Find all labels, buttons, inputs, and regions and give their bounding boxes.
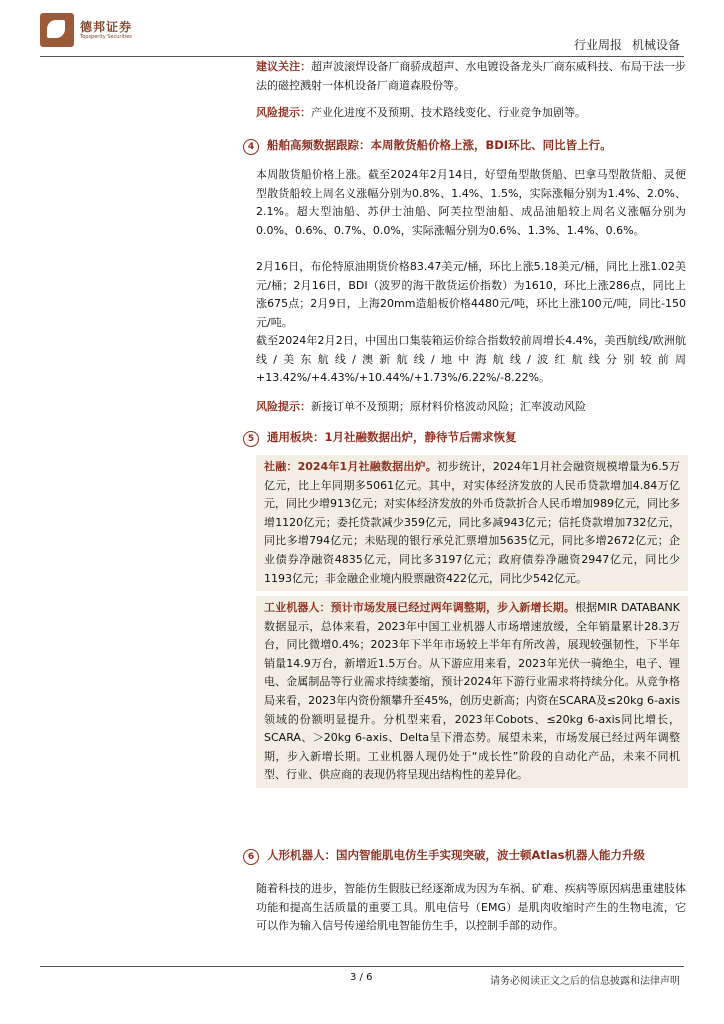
shipping-paragraph-1: 本周散货船价格上涨。截至2024年2月14日，好望角型散货船、巴拿马型散货船、灵便型散货船较上周名义涨幅分别为0.8%、1.4%、1.5%，实际涨幅分别为1.4%、2.0%、2.1%。超大型油船、苏伊士油船、阿芙拉型油船、成品油船较上周名义涨幅分别为0.0%、0.6%、0.7%、0.0%，实际涨幅分别为0.6%、1.3%、1.4%、0.6%。 bbox=[256, 168, 686, 237]
shipping-paragraph-3: 截至2024年2月2日，中国出口集装箱运价综合指数较前周增长4.4%，美西航线/欧洲航线/美东航线/澳新航线/地中海航线/波红航线分别较前周+13.42%/+4.43%/+10.44%/+1.73%/6.22%/-8.22%。 bbox=[256, 334, 686, 385]
advice-paragraph: 建议关注：超声波滚焊设备厂商骄成超声、水电镀设备龙头厂商东威科技、布局干法一步法的磁控溅射一体机设备厂商道森股份等。 bbox=[256, 60, 687, 92]
legal-disclaimer: 请务必阅读正文之后的信息披露和法律声明 bbox=[490, 976, 680, 987]
social-financing-box bbox=[256, 455, 688, 591]
shipping-paragraph-2: 2月16日，布伦特原油期货价格83.47美元/桶，环比上涨5.18美元/桶，同比上涨1.02美元/桶；2月16日，BDI（波罗的海干散货运价指数）为1610，环比上涨286点，同比上涨675点；2月9日，上海20mm造船板价格4480元/吨，环比上涨100元/吨，同比-150元/吨。 bbox=[256, 260, 686, 329]
section-4-heading: 4 船舶高频数据跟踪：本周散货船价格上涨，BDI环比、同比皆上行。 bbox=[243, 136, 703, 155]
brand-logo bbox=[40, 13, 132, 47]
page-number: 3 / 6 bbox=[350, 972, 373, 983]
report-category bbox=[564, 36, 680, 53]
brand-name-en: Topsperity Securities bbox=[80, 33, 132, 40]
header-divider bbox=[40, 56, 684, 57]
risk-paragraph-2: 风险提示：新接订单不及预期；原材料价格波动风险；汇率波动风险 bbox=[256, 400, 586, 413]
humanoid-robot-paragraph: 随着科技的进步，智能仿生假肢已经逐渐成为因为车祸、矿难、疾病等原因病患重建肢体功能和提高生活质量的重要工具。肌电信号（EMG）是肌肉收缩时产生的生物电流，它可以作为输入信号传递给肌电智能仿生手，以控制手部的动作。 bbox=[256, 882, 686, 933]
brand-name: 德邦证券 bbox=[80, 19, 133, 34]
company-logo-icon bbox=[40, 13, 74, 47]
footer-divider bbox=[40, 966, 684, 967]
risk-paragraph-1: 风险提示：产业化进度不及预期、技术路线变化、行业竞争加剧等。 bbox=[256, 106, 586, 119]
section-5-heading: 5 通用板块：1月社融数据出炉，静待节后需求恢复 bbox=[243, 428, 703, 447]
industrial-robot-box bbox=[256, 596, 688, 788]
report-type: 行业周报 bbox=[573, 38, 622, 52]
social-financing-paragraph: 社融：2024年1月社融数据出炉。初步统计，2024年1月社会融资规模增量为6.5万亿元，比上年同期多5061亿元。其中，对实体经济发放的人民币贷款增加4.84万亿元，同比少增913亿元；对实体经济发放的外币贷款折合人民币增加989亿元，同比多增1120亿元；委托贷款减少359亿元，同比多减943亿元；信托贷款增加732亿元，同比多增794亿元；未贴现的银行承兑汇票增加5635亿元，同比多增2672亿元；企业债券净融资4835亿元，同比多3197亿元；政府债券净融资2947亿元，同比少1193亿元；非金融企业境内股票融资422亿元，同比少542亿元。 bbox=[264, 460, 680, 585]
report-sector: 机械设备 bbox=[631, 38, 680, 52]
industrial-robot-paragraph: 工业机器人：预计市场发展已经过两年调整期，步入新增长期。根据MIR DATABANK数据显示，总体来看，2023年中国工业机器人市场增速放缓，全年销量累计28.3万台，同比微增0.4%；2023年下半年市场较上半年有所改善，展现较强韧性，下半年销量14.9万台，新增近1.5万台。从下游应用来看，2023年光伏一骑绝尘，电子、锂电、金属制品等行业需求持续萎缩，预计2024年下游行业需求将持续分化。从竞争格局来看，2023年内资份额攀升至45%，创历史新高；内资在SCARA及≤20kg 6-axis领域的份额明显提升。分机型来看，2023年Cobots、≤20kg 6-axis同比增长，SCARA、＞20kg 6-axis、Delta呈下滑态势。展望未来，市场发展已经过两年调整期，步入新增长期。工业机器人现仍处于“成长性”阶段的自动化产品，未来不同机型、行业、供应商的表现仍将呈现出结构性的差异化。 bbox=[264, 601, 680, 782]
section-6-heading: 6 人形机器人：国内智能肌电仿生手实现突破，波士顿Atlas机器人能力升级 bbox=[243, 846, 703, 865]
